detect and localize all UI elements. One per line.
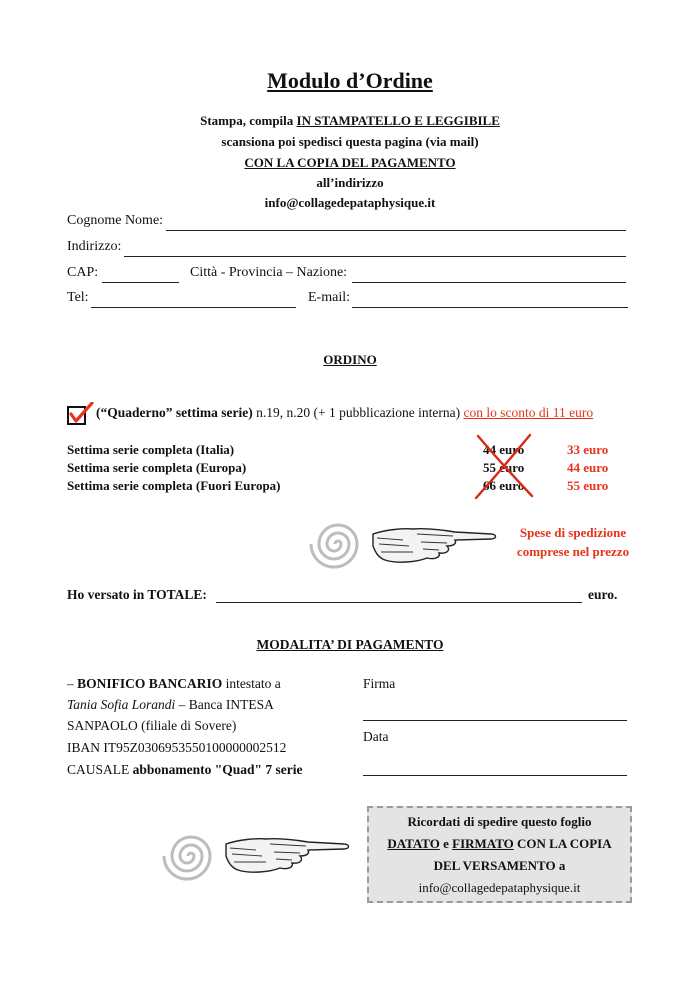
email-label: E-mail: bbox=[308, 290, 350, 305]
page-title: Modulo d’Ordine bbox=[267, 68, 433, 93]
order-heading: ORDINO bbox=[323, 352, 377, 367]
reminder-line-3: DEL VERSAMENTO a bbox=[433, 858, 566, 873]
total-label: Ho versato in TOTALE: bbox=[67, 587, 207, 602]
payment-line-2: Tania Sofia Lorandi – Banca INTESA bbox=[67, 697, 274, 712]
instruction-line-3: CON LA COPIA DEL PAGAMENTO bbox=[244, 155, 456, 170]
product-line: (“Quaderno” settima serie) n.19, n.20 (+ 1 pubblicazione interna) con lo sconto di 11 euro bbox=[96, 405, 594, 420]
instruction-line-2: scansiona poi spedisci questa pagina (via mail) bbox=[221, 134, 479, 149]
new-price: 55 euro bbox=[567, 478, 609, 493]
payment-line-1: – BONIFICO BANCARIO intestato a bbox=[67, 676, 281, 691]
instruction-line-1: Stampa, compila IN STAMPATELLO E LEGGIBILE bbox=[200, 113, 500, 128]
pointing-hand-icon bbox=[305, 512, 505, 576]
shipping-note-line-1: Spese di spedizione bbox=[519, 525, 627, 540]
old-price: 44 euro bbox=[483, 442, 525, 457]
payment-line-3: SANPAOLO (filiale di Sovere) bbox=[67, 718, 237, 733]
cap-field[interactable] bbox=[102, 282, 179, 283]
price-row-label: Settima serie completa (Fuori Europa) bbox=[67, 478, 281, 493]
signature-label: Firma bbox=[363, 676, 396, 691]
surname-field[interactable] bbox=[166, 230, 626, 231]
city-field[interactable] bbox=[352, 282, 626, 283]
pointing-hand-icon bbox=[158, 822, 358, 886]
discount-text: con lo sconto di 11 euro bbox=[463, 405, 594, 420]
reminder-email: info@collagedepataphysique.it bbox=[418, 880, 581, 895]
payment-heading: MODALITA’ DI PAGAMENTO bbox=[256, 637, 444, 652]
date-label: Data bbox=[363, 729, 389, 744]
checkbox-checked-icon[interactable] bbox=[66, 402, 94, 426]
shipping-note-line-2: comprese nel prezzo bbox=[516, 544, 630, 559]
reminder-line-1: Ricordati di spedire questo foglio bbox=[407, 814, 592, 829]
instruction-emphasis: IN STAMPATELLO E LEGGIBILE bbox=[296, 113, 500, 128]
email-field[interactable] bbox=[352, 307, 628, 308]
date-field[interactable] bbox=[363, 775, 627, 776]
surname-label: Cognome Nome: bbox=[67, 213, 164, 228]
reminder-box bbox=[367, 806, 632, 903]
price-row-label: Settima serie completa (Italia) bbox=[67, 442, 235, 457]
tel-label: Tel: bbox=[67, 290, 89, 305]
signature-field[interactable] bbox=[363, 720, 627, 721]
instruction-line-4: all’indirizzo bbox=[316, 175, 384, 190]
total-field[interactable] bbox=[216, 602, 582, 603]
tel-field[interactable] bbox=[91, 307, 296, 308]
old-price: 66 euro bbox=[483, 478, 525, 493]
cap-label: CAP: bbox=[67, 265, 99, 280]
new-price: 33 euro bbox=[567, 442, 609, 457]
old-price: 55 euro bbox=[483, 460, 525, 475]
total-unit: euro. bbox=[588, 587, 618, 602]
reminder-line-2: DATATO e FIRMATO CON LA COPIA bbox=[387, 836, 612, 851]
address-field[interactable] bbox=[124, 256, 626, 257]
price-row-label: Settima serie completa (Europa) bbox=[67, 460, 247, 475]
strikethrough-cross-icon bbox=[470, 432, 540, 500]
address-label: Indirizzo: bbox=[67, 239, 122, 254]
city-label: Città - Provincia – Nazione: bbox=[190, 265, 348, 280]
new-price: 44 euro bbox=[567, 460, 609, 475]
iban-text: IBAN IT95Z0306953550100000002512 bbox=[67, 740, 287, 755]
contact-email: info@collagedepataphysique.it bbox=[264, 195, 436, 210]
payment-reason: CAUSALE abbonamento "Quad" 7 serie bbox=[67, 762, 303, 777]
